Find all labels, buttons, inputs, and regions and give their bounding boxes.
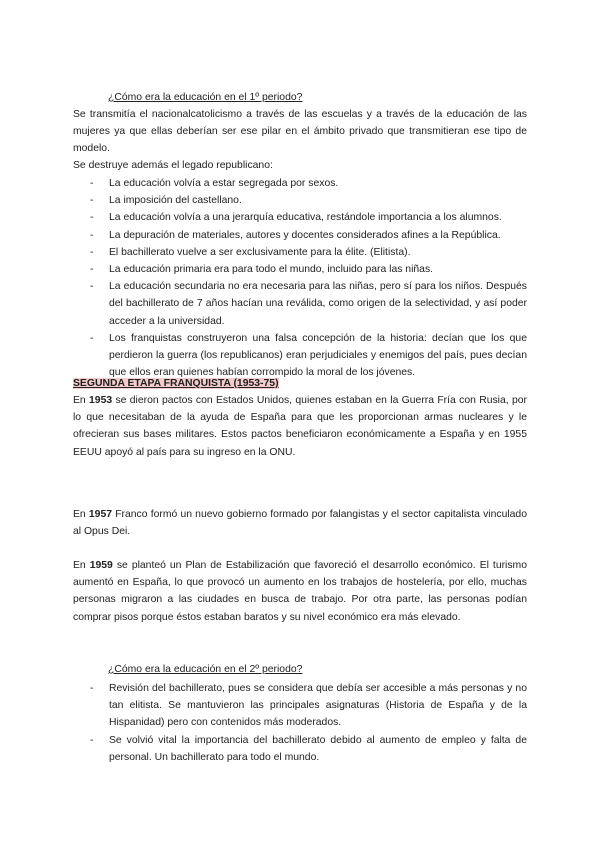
list-item: - El bachillerato vuelve a ser exclusivamente para la élite. (Elitista). — [73, 244, 527, 261]
list-item: - La educación volvía a una jerarquía educativa, restándole importancia a los alumnos. — [73, 209, 527, 226]
bullet-dash: - — [90, 212, 94, 224]
bullet-dash: - — [90, 734, 94, 746]
year-1953: 1953 — [89, 395, 113, 406]
paragraph-intro-2: Se destruye además el legado republicano: — [73, 160, 273, 171]
list-item: - Revisión del bachillerato, pues se considera que debía ser accesible a más personas y no tan elitista. Se mantuvieron las principales asignaturas (Historia de España y de la Hispanidad) pero con contenidos más moderados. — [73, 680, 527, 732]
list-period-1 — [73, 175, 527, 381]
bullet-dash: - — [90, 195, 94, 207]
section-heading: SEGUNDA ETAPA FRANQUISTA (1953-75) — [73, 378, 279, 389]
bullet-dash: - — [90, 229, 94, 241]
list-item: - La educación primaria era para todo el mundo, incluido para las niñas. — [73, 261, 527, 278]
list-item: - La educación secundaria no era necesaria para las niñas, pero sí para los niños. Después del bachillerato de 7 años hacían una reválida, como origen de la selectividad, y así poder acceder a la universidad. — [73, 278, 527, 330]
list-item: - Los franquistas construyeron una falsa concepción de la historia: decían que los que perdieron la guerra (los republicanos) eran perjudiciales y enemigos del país, pues decían que ellos eran quienes habían corrompido la moral de los jóvenes. — [73, 330, 527, 382]
paragraph-1953: En 1953 se dieron pactos con Estados Unidos, quienes estaban en la Guerra Fría con Rusia, por lo que necesitaban de la ayuda de España para que les proporcionan armas nucleares y le ofrecieran sus bases militares. Estos pactos beneficiaron económicamente a España y en 1955 EEUU apoyó al país para su ingreso en la ONU. — [73, 395, 527, 458]
bullet-dash: - — [90, 264, 94, 276]
list-item: - La imposición del castellano. — [73, 192, 527, 209]
list-period-2 — [73, 680, 527, 766]
question-period-1: ¿Cómo era la educación en el 1º periodo? — [108, 92, 303, 103]
paragraph-intro: Se transmitía el nacionalcatolicismo a través de las escuelas y a través de la educación de las mujeres ya que ellas deberían ser ese pilar en el ámbito privado que transmitieran ese tipo de modelo. — [73, 109, 527, 155]
bullet-dash: - — [90, 281, 94, 293]
year-1959: 1959 — [89, 560, 113, 571]
list-item: - La depuración de materiales, autores y docentes considerados afines a la República. — [73, 227, 527, 244]
bullet-dash: - — [90, 178, 94, 189]
paragraph-1959: En 1959 se planteó un Plan de Estabilización que favoreció el desarrollo económico. El turismo aumentó en España, lo que provocó un aumento en los trabajos de hostelería, por ello, muchas personas migraron a las ciudades en busca de trabajo. Por otra parte, las personas podían comprar pisos porque éstos estaban baratos y su nivel económico era más elevado. — [73, 560, 527, 623]
paragraph-1957: En 1957 Franco formó un nuevo gobierno formado por falangistas y el sector capitalista vinculado al Opus Dei. — [73, 509, 527, 538]
question-period-2: ¿Cómo era la educación en el 2º periodo? — [108, 664, 303, 675]
list-item: - Se volvió vital la importancia del bachillerato debido al aumento de empleo y falta de personal. Un bachillerato para todo el mundo. — [73, 732, 527, 766]
bullet-dash: - — [90, 332, 94, 344]
bullet-dash: - — [90, 683, 94, 694]
year-1957: 1957 — [88, 509, 113, 520]
bullet-dash: - — [90, 246, 94, 258]
list-item: - La educación volvía a estar segregada por sexos. — [73, 175, 527, 192]
